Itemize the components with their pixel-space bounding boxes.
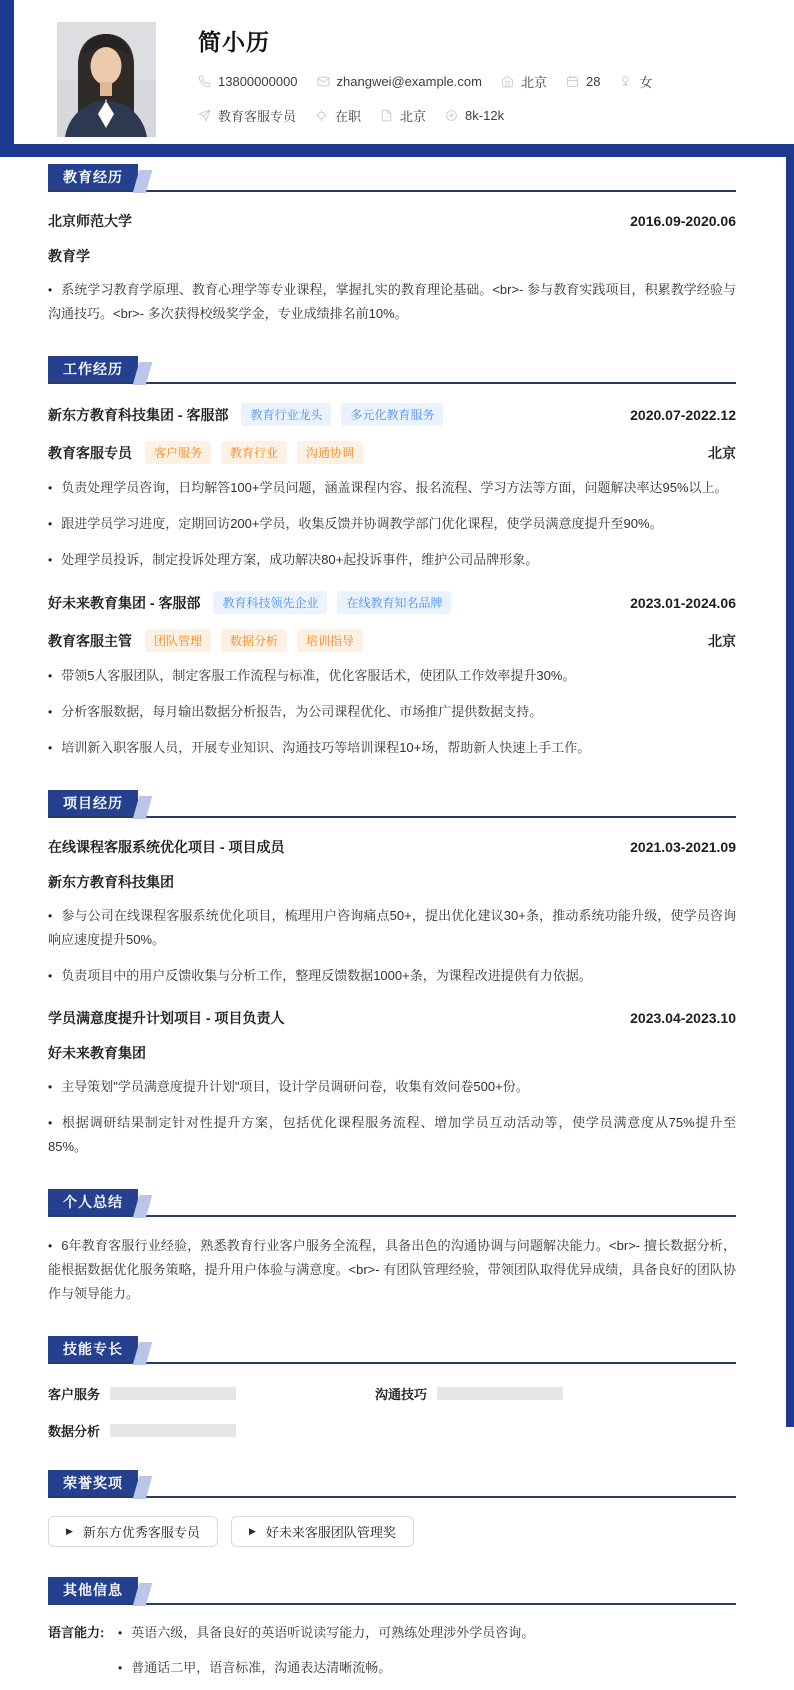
entry-left [48,403,453,426]
education-entry-row [48,211,736,231]
role-row [48,441,736,464]
skill-data-analysis [48,1421,375,1440]
award-pill[interactable]: ▶ 新东方优秀客服专员 [48,1516,218,1547]
project-title-row [48,837,736,857]
section-header [48,1577,736,1605]
section-header [48,790,736,818]
summary-bullet: • 6年教育客服行业经验，熟悉教育行业客户服务全流程，具备出色的沟通协调与问题解决能力。<br>- 擅长数据分析，能根据数据优化服务策略，提升用户体验与满意度。<br>- 有团队管理经验，带领团队取得优异成绩，具备良好的团队协作与领导能力。 [48,1237,736,1301]
contact-row-1 [198,72,671,91]
age-item [566,74,600,89]
entry-left [48,441,373,464]
section-title-badge: 工作经历 [48,356,138,382]
position-item [198,106,296,125]
school-name: 北京师范大学 [48,213,132,229]
project-name: 学员满意度提升计划项目 - 项目负责人 [48,1009,285,1026]
bullet-dot: • [48,1079,53,1094]
project-org: 好未来教育集团 [48,1044,146,1061]
skill-label: 数据分析 [48,1423,101,1439]
position-value: 教育客服专员 [218,109,297,124]
project-org: 新东方教育科技集团 [48,874,174,891]
education-major-row [48,246,736,266]
city-item [501,72,547,91]
company-tags [213,591,461,614]
role-tags [145,629,373,652]
award-pill[interactable]: ▶ 好未来客服团队管理奖 [231,1516,414,1547]
work-bullet: • 培训新入职客服人员，开展专业知识、沟通技巧等培训课程10+场，帮助新人快速上手工作。 [48,740,591,756]
role-tag: 客户服务 [145,441,211,464]
project-bullet: • 参与公司在线课程客服系统优化项目，梳理用户咨询痛点50+，提出优化建议30+条，推动系统功能升级，使学员咨询响应速度提升50%。 [48,908,736,948]
bullet-dot: • [48,1238,53,1253]
language-bullets [118,1621,736,1680]
skill-bar-track [110,1424,236,1437]
candidate-name: 简小历 [198,29,270,55]
gear-icon [315,109,328,122]
entry-left [48,211,132,231]
role-name: 教育客服主管 [48,632,132,649]
major-name: 教育学 [48,248,90,264]
section-title-badge: 荣誉奖项 [48,1470,138,1496]
skill-bar-track [437,1387,563,1400]
role-tag: 教育行业 [221,441,287,464]
work-bullet: • 跟进学员学习进度，定期回访200+学员，收集反馈并协调教学部门优化课程，使学员满意度提升至90%。 [48,516,663,532]
bullet-dot: • [48,909,53,924]
bullet-dot: • [48,283,53,297]
role-tag: 数据分析 [221,629,287,652]
section-title-badge: 项目经历 [48,790,138,816]
section-other [48,1577,736,1680]
work-location: 北京 [708,444,736,461]
company-tag: 教育科技领先企业 [213,591,327,614]
entry-left [48,591,461,614]
mail-icon [317,75,330,88]
calendar-icon [566,75,579,88]
section-title-badge: 教育经历 [48,164,138,190]
skill-label: 沟通技巧 [375,1386,428,1402]
resume-body [0,164,794,1690]
work-date: 2023.01-2024.06 [630,594,736,611]
email-item [317,74,482,89]
project-bullet: • 负责项目中的用户反馈收集与分析工作，整理反馈数据1000+条，为课程改进提供有力依据。 [48,968,592,984]
section-awards [48,1470,736,1547]
status-item [315,106,361,125]
section-title-badge: 个人总结 [48,1189,138,1215]
language-bullet: • 英语六级，具备良好的英语听说读写能力，可熟练处理涉外学员咨询。 [118,1624,535,1640]
work-bullet: • 负责处理学员咨询，日均解答100+学员问题，涵盖课程内容、报名流程、学习方法等方面，问题解决率达95%以上。 [48,480,728,496]
project-date: 2023.04-2023.10 [630,1009,736,1026]
project-bullet: • 主导策划"学员满意度提升计划"项目，设计学员调研问卷，收集有效问卷500+份。 [48,1078,529,1094]
section-title-badge: 技能专长 [48,1336,138,1362]
target-icon [445,109,458,122]
company-row [48,403,736,426]
section-summary [48,1189,736,1306]
section-header [48,356,736,384]
company-name: 新东方教育科技集团 - 客服部 [48,406,229,423]
email-value: zhangwei@example.com [336,74,482,89]
salary-item [445,108,504,123]
skill-customer-service [48,1384,375,1403]
role-name: 教育客服专员 [48,444,132,461]
gender-value: 女 [639,75,653,90]
awards-list [48,1516,736,1547]
bullet-dot: • [48,969,53,984]
section-projects [48,790,736,1158]
entry-left [48,629,373,652]
section-education [48,164,736,326]
language-row [48,1621,736,1680]
skill-communication [375,1384,702,1403]
gender-item [619,72,652,91]
phone-value: 13800000000 [218,74,298,89]
project-date: 2021.03-2021.09 [630,839,736,856]
skill-label: 客户服务 [48,1386,101,1402]
project-name: 在线课程客服系统优化项目 - 项目成员 [48,839,285,856]
section-work [48,356,736,760]
work-bullet: • 带领5人客服团队，制定客服工作流程与标准，优化客服话术，使团队工作效率提升30%。 [48,668,576,684]
play-icon: ▶ [248,1525,256,1536]
section-skills [48,1336,736,1440]
frame-right-bar [786,144,794,1427]
work-bullet: • 处理学员投诉，制定投诉处理方案，成功解决80+起投诉事件，维护公司品牌形象。 [48,552,539,568]
role-row [48,629,736,652]
role-tag: 团队管理 [145,629,211,652]
header-info [198,22,671,144]
company-tags [241,403,453,426]
frame-divider-band [0,144,794,157]
role-tags [145,441,373,464]
contact-row-2 [198,106,671,125]
home-icon [501,75,514,88]
project-title-row [48,1008,736,1028]
bullet-dot: • [48,553,53,568]
skill-bar-track [110,1387,236,1400]
work-entry-2 [48,591,736,760]
company-tag: 教育行业龙头 [241,403,331,426]
profile-photo-placeholder [57,22,156,137]
company-row [48,591,736,614]
section-header [48,164,736,192]
work-date: 2020.07-2022.12 [630,406,736,423]
bullet-dot: • [48,1115,53,1130]
education-bullet: • 系统学习教育学原理、教育心理学等专业课程，掌握扎实的教育理论基础。<br>- 参与教育实践项目，积累教学经验与沟通技巧。<br>- 多次获得校级奖学金，专业成绩排名前10%。 [48,282,736,322]
bullet-dot: • [48,741,53,756]
bullet-dot: • [48,517,53,532]
company-tag: 多元化教育服务 [341,403,443,426]
bullet-dot: • [118,1660,123,1675]
phone-icon [198,75,211,88]
document-icon [380,109,393,122]
skills-grid [48,1366,736,1440]
project-org-row [48,1043,736,1063]
section-title-badge: 其他信息 [48,1577,138,1603]
company-name: 好未来教育集团 - 客服部 [48,594,201,611]
role-tag: 培训指导 [297,629,363,652]
work-location: 北京 [708,632,736,649]
education-date: 2016.09-2020.06 [630,213,736,229]
section-header [48,1336,736,1364]
phone-item [198,74,298,89]
language-label: 语言能力: [48,1624,105,1640]
language-bullet: • 普通话二甲，语音标准，沟通表达清晰流畅。 [118,1659,392,1675]
work-city-value: 北京 [400,109,427,124]
bullet-dot: • [48,481,53,496]
project-entry-1 [48,837,736,988]
gender-icon [619,75,632,88]
salary-value: 8k-12k [465,108,505,123]
paper-plane-icon [198,109,211,122]
bullet-dot: • [118,1625,123,1640]
project-org-row [48,872,736,892]
header [0,0,794,144]
age-value: 28 [585,74,601,89]
work-city-item [380,106,426,125]
project-bullet: • 根据调研结果制定针对性提升方案，包括优化课程服务流程、增加学员互动活动等，使学员满意度从75%提升至85%。 [48,1114,736,1154]
work-entry-1 [48,403,736,572]
work-bullet: • 分析客服数据，每月输出数据分析报告，为公司课程优化、市场推广提供数据支持。 [48,704,543,720]
city-value: 北京 [520,75,547,90]
project-entry-2 [48,1008,736,1159]
bullet-dot: • [48,705,53,720]
company-tag: 在线教育知名品牌 [337,591,451,614]
profile-photo [57,22,156,137]
status-value: 在职 [335,109,362,124]
section-header [48,1470,736,1498]
section-header [48,1189,736,1217]
role-tag: 沟通协调 [297,441,363,464]
play-icon: ▶ [66,1525,73,1536]
bullet-dot: • [48,669,53,684]
